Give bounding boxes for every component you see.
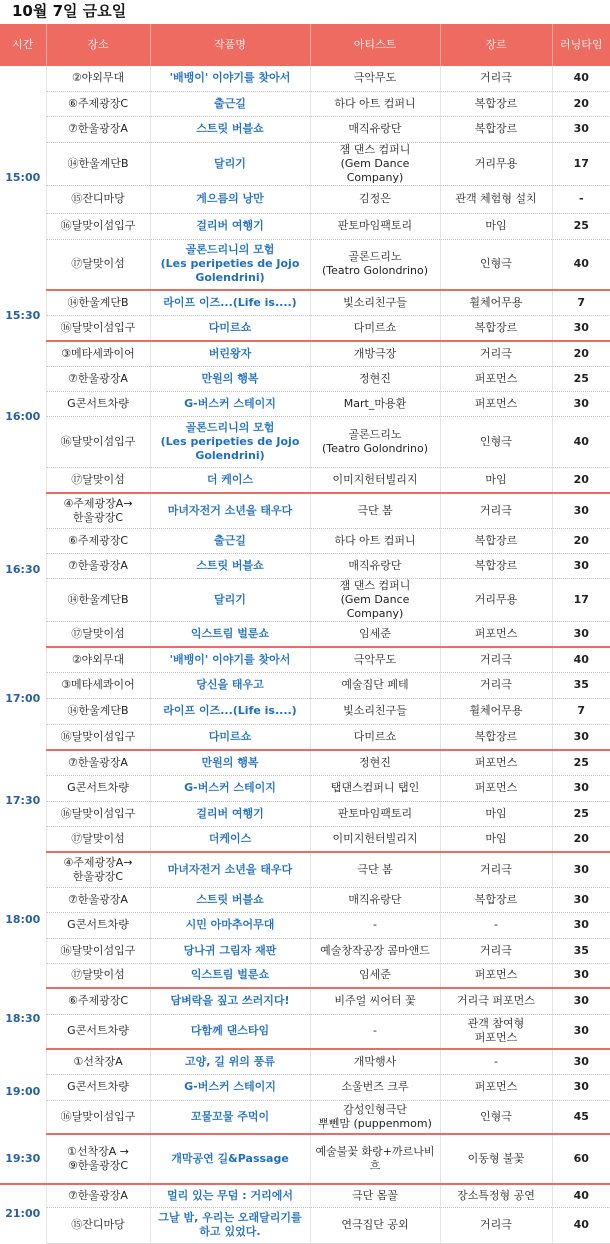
artist-cell: 김정은 bbox=[310, 185, 440, 213]
work-title-cell: 스트릿 버블쇼 bbox=[150, 116, 310, 142]
artist-cell: 판토마임팩토리 bbox=[310, 801, 440, 826]
artist-cell: 매직유랑단 bbox=[310, 116, 440, 142]
artist-cell: 예술집단 페테 bbox=[310, 672, 440, 698]
place-cell: ⑭한울계단B bbox=[46, 290, 150, 315]
runtime-cell: 20 bbox=[552, 826, 610, 852]
artist-cell: 하다 아트 컴퍼니 bbox=[310, 91, 440, 116]
runtime-cell: 30 bbox=[552, 963, 610, 988]
genre-cell: 복합장르 bbox=[440, 315, 552, 341]
place-cell: G콘서트차량 bbox=[46, 391, 150, 416]
genre-cell: 거리무용 bbox=[440, 578, 552, 621]
place-cell: ②야외무대 bbox=[46, 66, 150, 91]
artist-cell: 골론드리노 (Teatro Golondrino) bbox=[310, 416, 440, 467]
place-cell: ⑰달맞이섬 bbox=[46, 826, 150, 852]
genre-cell: 마임 bbox=[440, 213, 552, 239]
work-title-cell: 걸리버 여행기 bbox=[150, 213, 310, 239]
header-time: 시간 bbox=[0, 24, 46, 66]
table-row bbox=[0, 963, 610, 988]
work-title-cell: 다미르쇼 bbox=[150, 724, 310, 750]
artist-cell: 정현진 bbox=[310, 750, 440, 775]
work-title-cell: G-버스커 스테이지 bbox=[150, 775, 310, 801]
time-slot: 18:00 bbox=[0, 852, 46, 988]
place-cell: ③메타세콰이어 bbox=[46, 672, 150, 698]
place-cell: ⑮잔디마당 bbox=[46, 185, 150, 213]
runtime-cell: 20 bbox=[552, 467, 610, 493]
artist-cell: 이미지헌터빌리지 bbox=[310, 467, 440, 493]
runtime-cell: 25 bbox=[552, 801, 610, 826]
genre-cell: 마임 bbox=[440, 467, 552, 493]
header-place: 장소 bbox=[46, 24, 150, 66]
artist-cell: 하다 아트 컴퍼니 bbox=[310, 528, 440, 553]
genre-cell: 휠체어무용 bbox=[440, 290, 552, 315]
time-slot: 17:30 bbox=[0, 750, 46, 852]
table-row bbox=[0, 185, 610, 213]
runtime-cell: 45 bbox=[552, 1100, 610, 1134]
place-cell: ⑯달맞이섬입구 bbox=[46, 213, 150, 239]
time-slot: 16:00 bbox=[0, 341, 46, 493]
work-title-cell: 버린왕자 bbox=[150, 341, 310, 366]
artist-cell: 극단 봄 bbox=[310, 493, 440, 528]
place-cell: ⑯달맞이섬입구 bbox=[46, 416, 150, 467]
artist-cell: 골론드리노 (Teatro Golondrino) bbox=[310, 239, 440, 290]
table-row bbox=[0, 366, 610, 391]
genre-cell: 거리극 bbox=[440, 672, 552, 698]
genre-cell: 인형극 bbox=[440, 416, 552, 467]
work-title-cell: 익스트림 벌룬쇼 bbox=[150, 621, 310, 647]
table-row bbox=[0, 826, 610, 852]
place-cell: ⑦한울광장A bbox=[46, 1184, 150, 1207]
place-cell: G콘서트차량 bbox=[46, 1014, 150, 1049]
runtime-cell: 30 bbox=[552, 852, 610, 887]
runtime-cell: 40 bbox=[552, 1207, 610, 1243]
table-row bbox=[0, 698, 610, 724]
place-cell: G콘서트차량 bbox=[46, 912, 150, 938]
runtime-cell: - bbox=[552, 185, 610, 213]
work-title-cell: 꼬물꼬물 주먹이 bbox=[150, 1100, 310, 1134]
runtime-cell: 20 bbox=[552, 341, 610, 366]
runtime-cell: 30 bbox=[552, 1074, 610, 1100]
genre-cell: 퍼포먼스 bbox=[440, 366, 552, 391]
table-row bbox=[0, 553, 610, 578]
genre-cell: 인형극 bbox=[440, 239, 552, 290]
table-row bbox=[0, 116, 610, 142]
artist-cell: - bbox=[310, 1014, 440, 1049]
genre-cell: 퍼포먼스 bbox=[440, 391, 552, 416]
table-row bbox=[0, 621, 610, 647]
genre-cell: 거리극 bbox=[440, 852, 552, 887]
artist-cell: 다미르쇼 bbox=[310, 315, 440, 341]
runtime-cell: 17 bbox=[552, 142, 610, 185]
genre-cell: 거리극 bbox=[440, 1207, 552, 1243]
place-cell: ⑦한울광장A bbox=[46, 887, 150, 912]
runtime-cell: 40 bbox=[552, 416, 610, 467]
work-title-cell: 골론드리니의 모험 (Les peripeties de Jojo Golendrini) bbox=[150, 416, 310, 467]
artist-cell: 예술창작공장 콤마앤드 bbox=[310, 938, 440, 963]
genre-cell: 거리극 bbox=[440, 66, 552, 91]
runtime-cell: 40 bbox=[552, 239, 610, 290]
artist-cell: 개막행사 bbox=[310, 1049, 440, 1074]
work-title-cell: 마녀자전거 소년을 태우다 bbox=[150, 852, 310, 887]
table-row bbox=[0, 416, 610, 467]
genre-cell: 복합장르 bbox=[440, 553, 552, 578]
work-title-cell: 게으름의 낭만 bbox=[150, 185, 310, 213]
genre-cell: 퍼포먼스 bbox=[440, 775, 552, 801]
artist-cell: 극악무도 bbox=[310, 66, 440, 91]
header-work: 작품명 bbox=[150, 24, 310, 66]
place-cell: ⑥주제광장C bbox=[46, 988, 150, 1014]
genre-cell: - bbox=[440, 1049, 552, 1074]
table-header-row bbox=[0, 24, 610, 66]
place-cell: ⑰달맞이섬 bbox=[46, 963, 150, 988]
place-cell: G콘서트차량 bbox=[46, 775, 150, 801]
artist-cell: 정현진 bbox=[310, 366, 440, 391]
artist-cell: Mart_마용환 bbox=[310, 391, 440, 416]
header-runtime: 러닝타임 bbox=[552, 24, 610, 66]
runtime-cell: 30 bbox=[552, 988, 610, 1014]
artist-cell: 매직유랑단 bbox=[310, 887, 440, 912]
place-cell: ⑯달맞이섬입구 bbox=[46, 938, 150, 963]
runtime-cell: 30 bbox=[552, 391, 610, 416]
runtime-cell: 20 bbox=[552, 91, 610, 116]
work-title-cell: 달리기 bbox=[150, 578, 310, 621]
runtime-cell: 30 bbox=[552, 887, 610, 912]
table-row bbox=[0, 852, 610, 887]
artist-cell: 잼 댄스 컴퍼니 (Gem Dance Company) bbox=[310, 142, 440, 185]
genre-cell: 인형극 bbox=[440, 1100, 552, 1134]
genre-cell: 복합장르 bbox=[440, 724, 552, 750]
artist-cell: 판토마임팩토리 bbox=[310, 213, 440, 239]
genre-cell: 거리무용 bbox=[440, 142, 552, 185]
table-row bbox=[0, 887, 610, 912]
genre-cell: - bbox=[440, 912, 552, 938]
work-title-cell: 걸리버 여행기 bbox=[150, 801, 310, 826]
time-slot: 21:00 bbox=[0, 1184, 46, 1243]
runtime-cell: 30 bbox=[552, 724, 610, 750]
artist-cell: 극악무도 bbox=[310, 647, 440, 672]
table-row bbox=[0, 912, 610, 938]
artist-cell: 임세준 bbox=[310, 963, 440, 988]
genre-cell: 퍼포먼스 bbox=[440, 750, 552, 775]
place-cell: ②야외무대 bbox=[46, 647, 150, 672]
work-title-cell: '배뱅이' 이야기를 찾아서 bbox=[150, 647, 310, 672]
work-title-cell: 골론드리니의 모험 (Les peripeties de Jojo Golendrini) bbox=[150, 239, 310, 290]
artist-cell: 빛소리친구들 bbox=[310, 698, 440, 724]
genre-cell: 거리극 퍼포먼스 bbox=[440, 988, 552, 1014]
time-slot: 19:00 bbox=[0, 1049, 46, 1134]
table-row bbox=[0, 672, 610, 698]
table-row bbox=[0, 1134, 610, 1184]
runtime-cell: 40 bbox=[552, 647, 610, 672]
artist-cell: 예술불꽃 화랑+까르나비흐 bbox=[310, 1134, 440, 1184]
table-row bbox=[0, 724, 610, 750]
artist-cell: 탭댄스컴퍼니 탭인 bbox=[310, 775, 440, 801]
place-cell: G콘서트차량 bbox=[46, 1074, 150, 1100]
place-cell: ⑯달맞이섬입구 bbox=[46, 315, 150, 341]
table-row bbox=[0, 142, 610, 185]
genre-cell: 복합장르 bbox=[440, 887, 552, 912]
table-row bbox=[0, 578, 610, 621]
place-cell: ⑭한울계단B bbox=[46, 142, 150, 185]
table-row bbox=[0, 341, 610, 366]
work-title-cell: '배뱅이' 이야기를 찾아서 bbox=[150, 66, 310, 91]
runtime-cell: 40 bbox=[552, 1184, 610, 1207]
artist-cell: 잼 댄스 컴퍼니 (Gem Dance Company) bbox=[310, 578, 440, 621]
table-row bbox=[0, 1100, 610, 1134]
work-title-cell: 다함께 댄스타임 bbox=[150, 1014, 310, 1049]
artist-cell: 극단 몸꼴 bbox=[310, 1184, 440, 1207]
genre-cell: 관객 체험형 설치 bbox=[440, 185, 552, 213]
place-cell: ①선착장A → ⑨한울광장C bbox=[46, 1134, 150, 1184]
work-title-cell: 마녀자전거 소년을 태우다 bbox=[150, 493, 310, 528]
time-slot: 19:30 bbox=[0, 1134, 46, 1184]
place-cell: ⑰달맞이섬 bbox=[46, 239, 150, 290]
place-cell: ⑮잔디마당 bbox=[46, 1207, 150, 1243]
genre-cell: 복합장르 bbox=[440, 528, 552, 553]
work-title-cell: 그날 밤, 우리는 오래달리기를 하고 있었다. bbox=[150, 1207, 310, 1243]
genre-cell: 퍼포먼스 bbox=[440, 963, 552, 988]
place-cell: ⑰달맞이섬 bbox=[46, 467, 150, 493]
genre-cell: 퍼포먼스 bbox=[440, 1074, 552, 1100]
runtime-cell: 7 bbox=[552, 698, 610, 724]
runtime-cell: 30 bbox=[552, 775, 610, 801]
table-row bbox=[0, 750, 610, 775]
runtime-cell: 30 bbox=[552, 553, 610, 578]
table-row bbox=[0, 290, 610, 315]
table-row bbox=[0, 1207, 610, 1243]
artist-cell: 빛소리친구들 bbox=[310, 290, 440, 315]
work-title-cell: G-버스커 스테이지 bbox=[150, 1074, 310, 1100]
work-title-cell: 더 케이스 bbox=[150, 467, 310, 493]
work-title-cell: 당신을 태우고 bbox=[150, 672, 310, 698]
place-cell: ⑯달맞이섬입구 bbox=[46, 1100, 150, 1134]
runtime-cell: 7 bbox=[552, 290, 610, 315]
runtime-cell: 30 bbox=[552, 315, 610, 341]
place-cell: ⑥주제광장C bbox=[46, 91, 150, 116]
place-cell: ⑥주제광장C bbox=[46, 528, 150, 553]
artist-cell: 극단 봄 bbox=[310, 852, 440, 887]
header-artist: 아티스트 bbox=[310, 24, 440, 66]
place-cell: ⑦한울광장A bbox=[46, 116, 150, 142]
artist-cell: 개방극장 bbox=[310, 341, 440, 366]
work-title-cell: 더케이스 bbox=[150, 826, 310, 852]
genre-cell: 복합장르 bbox=[440, 116, 552, 142]
runtime-cell: 35 bbox=[552, 938, 610, 963]
work-title-cell: 고양, 길 위의 풍류 bbox=[150, 1049, 310, 1074]
work-title-cell: 만원의 행복 bbox=[150, 366, 310, 391]
runtime-cell: 25 bbox=[552, 750, 610, 775]
place-cell: ⑭한울계단B bbox=[46, 578, 150, 621]
artist-cell: 이미지헌터빌리지 bbox=[310, 826, 440, 852]
work-title-cell: 멀리 있는 무덤 : 거리에서 bbox=[150, 1184, 310, 1207]
schedule-body bbox=[0, 66, 610, 1243]
work-title-cell: 다미르쇼 bbox=[150, 315, 310, 341]
place-cell: ⑦한울광장A bbox=[46, 553, 150, 578]
work-title-cell: 시민 아마추어무대 bbox=[150, 912, 310, 938]
work-title-cell: 당나귀 그림자 재판 bbox=[150, 938, 310, 963]
genre-cell: 거리극 bbox=[440, 493, 552, 528]
place-cell: ⑯달맞이섬입구 bbox=[46, 801, 150, 826]
table-row bbox=[0, 1049, 610, 1074]
genre-cell: 복합장르 bbox=[440, 91, 552, 116]
table-row bbox=[0, 647, 610, 672]
runtime-cell: 17 bbox=[552, 578, 610, 621]
table-row bbox=[0, 938, 610, 963]
work-title-cell: 스트릿 버블쇼 bbox=[150, 887, 310, 912]
header-genre: 장르 bbox=[440, 24, 552, 66]
time-slot: 17:00 bbox=[0, 647, 46, 750]
artist-cell: 다미르쇼 bbox=[310, 724, 440, 750]
time-slot: 16:30 bbox=[0, 493, 46, 647]
runtime-cell: 20 bbox=[552, 528, 610, 553]
artist-cell: 소울번즈 크루 bbox=[310, 1074, 440, 1100]
genre-cell: 이동형 불꽃 bbox=[440, 1134, 552, 1184]
runtime-cell: 25 bbox=[552, 366, 610, 391]
table-row bbox=[0, 801, 610, 826]
genre-cell: 거리극 bbox=[440, 341, 552, 366]
place-cell: ⑭한울계단B bbox=[46, 698, 150, 724]
genre-cell: 마임 bbox=[440, 801, 552, 826]
artist-cell: 매직유랑단 bbox=[310, 553, 440, 578]
genre-cell: 장소특정형 공연 bbox=[440, 1184, 552, 1207]
time-slot: 15:30 bbox=[0, 290, 46, 341]
table-row bbox=[0, 213, 610, 239]
runtime-cell: 30 bbox=[552, 493, 610, 528]
runtime-cell: 30 bbox=[552, 1014, 610, 1049]
work-title-cell: 담벼락을 짚고 쓰러지다! bbox=[150, 988, 310, 1014]
table-row bbox=[0, 775, 610, 801]
artist-cell: 임세준 bbox=[310, 621, 440, 647]
table-row bbox=[0, 467, 610, 493]
place-cell: ④주제광장A→ 한울광장C bbox=[46, 852, 150, 887]
table-row bbox=[0, 988, 610, 1014]
table-row bbox=[0, 528, 610, 553]
place-cell: ①선착장A bbox=[46, 1049, 150, 1074]
genre-cell: 휠체어무용 bbox=[440, 698, 552, 724]
work-title-cell: 스트릿 버블쇼 bbox=[150, 553, 310, 578]
work-title-cell: 익스트림 벌룬쇼 bbox=[150, 963, 310, 988]
table-row bbox=[0, 391, 610, 416]
runtime-cell: 30 bbox=[552, 116, 610, 142]
runtime-cell: 25 bbox=[552, 213, 610, 239]
artist-cell: 감성인형극단 뿌뻰맘 (puppenmom) bbox=[310, 1100, 440, 1134]
runtime-cell: 35 bbox=[552, 672, 610, 698]
place-cell: ⑦한울광장A bbox=[46, 366, 150, 391]
table-row bbox=[0, 1184, 610, 1207]
work-title-cell: 달리기 bbox=[150, 142, 310, 185]
place-cell: ⑰달맞이섬 bbox=[46, 621, 150, 647]
place-cell: ⑯달맞이섬입구 bbox=[46, 724, 150, 750]
place-cell: ④주제광장A→ 한울광장C bbox=[46, 493, 150, 528]
table-row bbox=[0, 91, 610, 116]
table-row bbox=[0, 66, 610, 91]
table-row bbox=[0, 1014, 610, 1049]
artist-cell: 비주얼 씨어터 꽃 bbox=[310, 988, 440, 1014]
artist-cell: 연극집단 공외 bbox=[310, 1207, 440, 1243]
table-row bbox=[0, 1074, 610, 1100]
genre-cell: 거리극 bbox=[440, 647, 552, 672]
genre-cell: 거리극 bbox=[440, 938, 552, 963]
runtime-cell: 40 bbox=[552, 66, 610, 91]
work-title-cell: 출근길 bbox=[150, 528, 310, 553]
genre-cell: 퍼포먼스 bbox=[440, 621, 552, 647]
runtime-cell: 30 bbox=[552, 621, 610, 647]
work-title-cell: 출근길 bbox=[150, 91, 310, 116]
schedule-table bbox=[0, 24, 610, 1244]
work-title-cell: 개막공연 길&Passage bbox=[150, 1134, 310, 1184]
runtime-cell: 60 bbox=[552, 1134, 610, 1184]
runtime-cell: 30 bbox=[552, 1049, 610, 1074]
genre-cell: 관객 참여형 퍼포먼스 bbox=[440, 1014, 552, 1049]
table-row bbox=[0, 315, 610, 341]
time-slot: 18:30 bbox=[0, 988, 46, 1049]
work-title-cell: 만원의 행복 bbox=[150, 750, 310, 775]
artist-cell: - bbox=[310, 912, 440, 938]
genre-cell: 마임 bbox=[440, 826, 552, 852]
place-cell: ⑦한울광장A bbox=[46, 750, 150, 775]
time-slot: 15:00 bbox=[0, 66, 46, 290]
work-title-cell: G-버스커 스테이지 bbox=[150, 391, 310, 416]
table-row bbox=[0, 493, 610, 528]
table-row bbox=[0, 239, 610, 290]
runtime-cell: 30 bbox=[552, 912, 610, 938]
work-title-cell: 라이프 이즈...(Life is....) bbox=[150, 290, 310, 315]
page-title: 10월 7일 금요일 bbox=[12, 2, 127, 20]
work-title-cell: 라이프 이즈...(Life is....) bbox=[150, 698, 310, 724]
place-cell: ③메타세콰이어 bbox=[46, 341, 150, 366]
